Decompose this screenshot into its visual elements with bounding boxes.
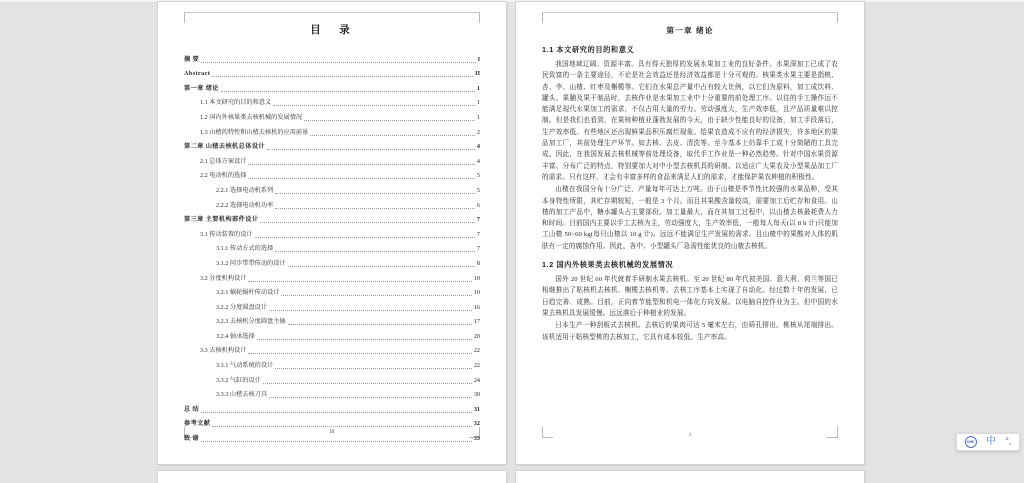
page-chapter-one[interactable]	[516, 2, 864, 464]
toc-entry[interactable]	[184, 167, 480, 182]
toc-leader-dots	[269, 304, 472, 311]
toc-leader-dots	[260, 216, 474, 223]
toc-entry-label: 1.3 山楂的特性和山楂去核机的应用前景	[200, 128, 309, 136]
toc-leader-dots	[201, 56, 475, 63]
toc-entry[interactable]	[184, 371, 480, 386]
toc-leader-dots	[255, 231, 475, 238]
paragraph-1-1-b: 山楂在我国分布十分广泛，产量每年可达上万吨。由于山楂是季节性比较强的水果品种，受其本身特性所限，其贮存期较短，一般是 3 个月。而且其果酸含量较高，需要加工后贮存和食用。山楂的加工产品中，糖水罐头占主要部份。加工量最大，而在其加工过程中，以山楂去核最耗费人力和时间。目前国内主要以手工去核为主，劳动强度大，生产效率低，一般每人每天(以 8 h 计)只能加工山楂 50~60 kg(每只山楂以 10 g 计)。远远不能满足生产发展的需求。且山楂中的果酸对人体的肌肤有一定的腐蚀作用。因此，各中、小型罐头厂急需性能优良的山楂去核机。	[542, 186, 838, 250]
paragraph-1-2-a: 国外 20 世纪 60 年代就着手研制水果去核机。至 20 世纪 80 年代初美国、意大利、荷兰等国已相继推出了粘核机去核机、榭榄去核机等。去核工序基本上实现了自动化。经过数十年的发展，已日趋完善、成熟。目前，正向着节能型和机电一体化方向发展。以电脑自控作业为主。但中国的水果去核机具发展缓慢。远远落后于种植业的发展。	[542, 276, 838, 317]
toc-entry-label: 3.3.1 气动系统的设计	[216, 362, 274, 370]
toc-entry[interactable]	[184, 356, 480, 371]
toc-entry-label: 摘 要	[184, 55, 200, 63]
toc-entry-page: 30	[473, 391, 480, 399]
page-table-of-contents[interactable]	[158, 2, 506, 464]
toc-entry-label: 1.1 本文研究的目的和意义	[200, 99, 272, 107]
toc-entry[interactable]	[184, 50, 480, 65]
toc-entry[interactable]	[184, 284, 480, 299]
toc-entry[interactable]	[184, 269, 480, 284]
toc-leader-dots	[248, 347, 471, 354]
toc-entry-label: 3.2.1 蜗轮蜗杆传动设计	[216, 289, 280, 297]
toc-entry[interactable]	[184, 211, 480, 226]
toc-leader-dots	[304, 114, 475, 121]
toc-leader-dots	[212, 70, 473, 77]
page-number: III	[329, 429, 335, 435]
window-top-edge	[0, 0, 1024, 2]
toc-title: 目 录	[310, 24, 354, 36]
toc-entry[interactable]	[184, 386, 480, 401]
toc-entry[interactable]	[184, 108, 480, 123]
toc-entry[interactable]	[184, 313, 480, 328]
toc-entry-page: 4	[476, 157, 480, 165]
toc-entry[interactable]	[184, 94, 480, 109]
toc-entry[interactable]	[184, 298, 480, 313]
toc-entry-page: 31	[473, 405, 480, 413]
section-title-1-1: 1.1 本文研究的目的和意义	[542, 45, 635, 54]
toc-entry-page: 4	[476, 143, 480, 151]
toc-leader-dots	[248, 172, 475, 179]
paragraph-1-2-b: 日本生产一种刮板式去核机。去核后的果肉可达 5 毫米左右，由筛孔排出。桃核从尾端排出。该机适用于粘核型桃的去核加工，它具有成本较低、生产率高。	[542, 322, 838, 341]
toc-entry-page: 8	[476, 259, 480, 267]
ime-language-mode-button[interactable]: 中	[985, 436, 996, 447]
toc-leader-dots	[275, 362, 472, 369]
toc-entry-label: 2.2 电动机的选择	[200, 172, 247, 180]
toc-entry-page: 2	[476, 128, 480, 136]
section-title-1-2: 1.2 国内外核果类去核机械的发展情况	[542, 260, 674, 270]
toc-leader-dots	[221, 85, 475, 92]
toc-entry[interactable]	[184, 342, 480, 357]
toc-entry[interactable]	[184, 138, 480, 153]
toc-entry-page: 5	[476, 172, 480, 180]
chapter-body	[542, 16, 838, 344]
page-number: 1	[688, 432, 692, 438]
toc-entry[interactable]	[184, 196, 480, 211]
toc-entry-page: I	[477, 55, 480, 63]
toc-entry-label: 参考文献	[184, 420, 211, 428]
toc-entry[interactable]	[184, 240, 480, 255]
page-next-right[interactable]	[516, 471, 864, 483]
toc-entry-page: 33	[473, 435, 480, 443]
toc-entry-label: 2.1 总体方案设计	[200, 157, 247, 165]
toc-entry[interactable]	[184, 254, 480, 269]
toc-entry[interactable]	[184, 152, 480, 167]
toc-leader-dots	[263, 377, 472, 384]
toc-entry-page: 6	[476, 201, 480, 209]
toc-leader-dots	[288, 260, 475, 267]
toc-entry-page: 7	[476, 230, 480, 238]
toc-leader-dots	[281, 289, 471, 296]
toc-leader-dots	[275, 245, 475, 252]
toc-entry-page: 7	[476, 216, 480, 224]
chapter-title: 第一章 绪论	[666, 26, 714, 35]
toc-entry-label: 3.1 传动装置的设计	[200, 230, 253, 238]
ime-toolbar[interactable]	[956, 433, 1020, 451]
toc-leader-dots	[248, 158, 475, 165]
toc-entry[interactable]	[184, 79, 480, 94]
toc-leader-dots	[273, 99, 475, 106]
toc-entry-page: 1	[476, 99, 480, 107]
toc-leader-dots	[275, 202, 475, 209]
toc-leader-dots	[212, 420, 471, 427]
toc-leader-dots	[310, 129, 475, 136]
toc-entry[interactable]	[184, 181, 480, 196]
toc-entry-label: 3.3.3 山楂去核刀具	[216, 391, 268, 399]
toc-entry-label: 第一章 绪论	[184, 84, 219, 92]
toc-leader-dots	[267, 143, 475, 150]
toc-entry-page: II	[475, 70, 480, 78]
toc-entry-label: 第三章 主要机构部件设计	[184, 216, 259, 224]
toc-entry[interactable]	[184, 415, 480, 430]
toc-entry[interactable]	[184, 123, 480, 138]
toc-entry-label: 3.3 去核机构设计	[200, 347, 247, 355]
toc-entry[interactable]	[184, 225, 480, 240]
toc-list	[184, 50, 480, 444]
toc-entry-page: 17	[473, 318, 480, 326]
toc-entry-label: 3.2.3 去核机分度圆盘主轴	[216, 318, 286, 326]
toc-entry-page: 22	[473, 347, 480, 355]
toc-entry-label: 总 结	[184, 405, 200, 413]
toc-entry-page: 16	[473, 303, 480, 311]
toc-entry-label: 3.2.2 分度圆盘设计	[216, 303, 268, 311]
toc-entry-label: 3.2 分度机构设计	[200, 274, 247, 282]
toc-entry-label: 第二章 山楂去核机总体设计	[184, 143, 265, 151]
header-rule	[184, 12, 480, 13]
toc-entry[interactable]	[184, 400, 480, 415]
toc-entry-label: 2.2.2 选择电动机功率	[216, 201, 274, 209]
toc-entry-label: 3.3.2 气缸的设计	[216, 376, 261, 384]
toc-leader-dots	[269, 391, 472, 398]
toc-leader-dots	[201, 406, 472, 413]
toc-entry-page: 32	[473, 420, 480, 428]
toc-entry-page: 7	[476, 245, 480, 253]
toc-entry-page: 10	[473, 274, 480, 282]
toc-entry-page: 20	[473, 332, 480, 340]
toc-entry-label: Abstract	[184, 70, 211, 78]
toc-leader-dots	[288, 318, 472, 325]
page-next-left[interactable]	[158, 471, 506, 483]
ime-punctuation-mode-icon[interactable]: °,	[1005, 435, 1012, 446]
toc-leader-dots	[257, 333, 472, 340]
toc-entry-label: 2.2.1 选择电动机系列	[216, 186, 274, 194]
toc-leader-dots	[275, 187, 475, 194]
toc-entry-label: 3.2.4 轴承选择	[216, 332, 255, 340]
toc-entry-page: 24	[473, 376, 480, 384]
toc-body	[184, 16, 480, 444]
toc-entry-label: 1.2 国内外核果类去核机械的发展情况	[200, 113, 303, 121]
toc-entry-page: 1	[476, 84, 480, 92]
toc-entry-label: 3.1.2 同步带带传动的设计	[216, 259, 286, 267]
toc-entry[interactable]	[184, 327, 480, 342]
header-rule	[542, 12, 838, 13]
toc-entry-page: 5	[476, 186, 480, 194]
toc-entry-label: 3.1.1 传动方式的选择	[216, 245, 274, 253]
ime-logo-icon[interactable]: IME	[965, 436, 977, 448]
toc-leader-dots	[201, 435, 472, 442]
toc-entry-page: 22	[473, 362, 480, 370]
toc-entry-page: 10	[473, 289, 480, 297]
toc-entry-page: 1	[476, 113, 480, 121]
paragraph-1-1-a: 我国地域辽阔、资源丰富。具有得天独厚的发展水果加工业的良好条件。水果深加工已成了农民致富的一条主要途径，不论是社会效益还是经济效益都是十分可观的。核果类水果主要是指桃、杏、李、山楂、红枣及槲榄等。它们在水果总产量中占有较大比例，以它们为原料，加工成饮料、罐头、果脯及果干制品时，去核作业是水果加工业中十分重要的前处理工序。以往的手工操作远不能满足现代水果加工的需求，不仅占用大量的劳力。劳动强度大，生产效率低，且产品质量难以控制。但是我们也看到，在果树种植业蓬勃发展的今天，由于缺少性能良好的设备，加工手段落后，生产效率低。有些地区还出现鲜果品积压腐烂现象。给果农造成不应有的经济损失，许多地区的果品加工厂，其前处理生产环节。如去核、去皮、清洗等。至今基本上仍靠手工或十分简陋的工具完成。因此，在我国发展去核机械等前处理设备，取代手工作业是一种必然趋势。针对中国水果资源丰富、分布广泛的特点，特别要加大对中小型去核机具的研制。以适应广大果农及小型果品加工厂的需求。只有这样，才会有丰富多样的食品来满足人们的需求，才能保护果农种植的积极性。	[542, 61, 838, 181]
toc-leader-dots	[248, 275, 471, 282]
toc-entry[interactable]	[184, 65, 480, 80]
toc-entry-label: 致 谢	[184, 435, 200, 443]
